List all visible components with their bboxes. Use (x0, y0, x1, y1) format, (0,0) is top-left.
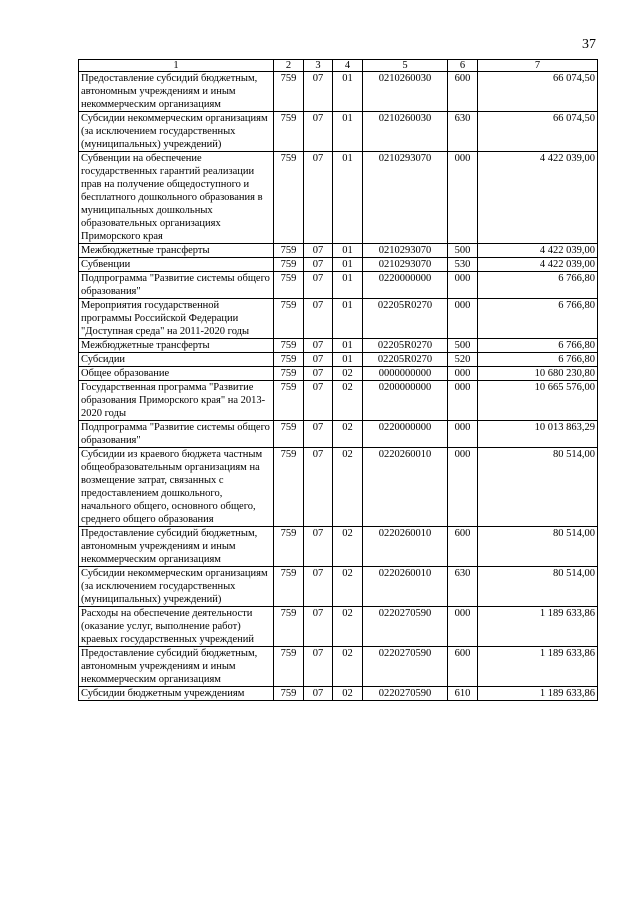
cell-type: 000 (448, 381, 478, 421)
cell-type: 000 (448, 272, 478, 299)
budget-table (78, 59, 598, 701)
cell-target: 02205R0270 (363, 353, 448, 367)
cell-section: 07 (304, 687, 333, 701)
cell-amount: 80 514,00 (478, 527, 598, 567)
cell-subsection: 01 (333, 299, 363, 339)
cell-target: 0000000000 (363, 367, 448, 381)
cell-subsection: 02 (333, 448, 363, 527)
cell-subsection: 01 (333, 272, 363, 299)
cell-target: 0220260010 (363, 527, 448, 567)
cell-type: 000 (448, 448, 478, 527)
cell-target: 0220270590 (363, 607, 448, 647)
cell-code: 759 (274, 299, 304, 339)
cell-type: 530 (448, 258, 478, 272)
cell-target: 0220260010 (363, 448, 448, 527)
cell-name: Субсидии некоммерческим организациям (за исключением государственных (муниципальных) учреждений) (79, 567, 274, 607)
table-row (79, 112, 598, 152)
cell-name: Субсидии (79, 353, 274, 367)
cell-name: Предоставление субсидий бюджетным, автономным учреждениям и иным некоммерческим организациям (79, 647, 274, 687)
cell-subsection: 01 (333, 339, 363, 353)
cell-type: 630 (448, 567, 478, 607)
cell-amount: 10 680 230,80 (478, 367, 598, 381)
cell-name: Государственная программа "Развитие образования Приморского края" на 2013-2020 годы (79, 381, 274, 421)
cell-amount: 4 422 039,00 (478, 258, 598, 272)
cell-name: Субсидии из краевого бюджета частным общеобразовательным организациям на возмещение затрат, связанных с предоставлением дошкольного, начального общего, основного общего, среднего общего образования (79, 448, 274, 527)
cell-subsection: 02 (333, 381, 363, 421)
cell-section: 07 (304, 367, 333, 381)
cell-subsection: 02 (333, 687, 363, 701)
cell-code: 759 (274, 567, 304, 607)
cell-type: 600 (448, 527, 478, 567)
cell-section: 07 (304, 353, 333, 367)
table-row (79, 527, 598, 567)
cell-type: 600 (448, 72, 478, 112)
cell-target: 0220270590 (363, 647, 448, 687)
cell-target: 02205R0270 (363, 299, 448, 339)
cell-subsection: 01 (333, 72, 363, 112)
cell-target: 0210260030 (363, 72, 448, 112)
table-row (79, 687, 598, 701)
cell-subsection: 01 (333, 152, 363, 244)
cell-name: Межбюджетные трансферты (79, 244, 274, 258)
cell-amount: 1 189 633,86 (478, 647, 598, 687)
cell-code: 759 (274, 527, 304, 567)
cell-amount: 4 422 039,00 (478, 244, 598, 258)
cell-code: 759 (274, 381, 304, 421)
table-row (79, 244, 598, 258)
cell-code: 759 (274, 647, 304, 687)
cell-code: 759 (274, 353, 304, 367)
cell-section: 07 (304, 607, 333, 647)
column-header: 6 (448, 60, 478, 72)
table-row (79, 272, 598, 299)
cell-type: 600 (448, 647, 478, 687)
cell-target: 0220000000 (363, 272, 448, 299)
cell-code: 759 (274, 272, 304, 299)
cell-type: 610 (448, 687, 478, 701)
column-header: 7 (478, 60, 598, 72)
cell-code: 759 (274, 421, 304, 448)
cell-subsection: 02 (333, 527, 363, 567)
cell-amount: 6 766,80 (478, 339, 598, 353)
table-row (79, 152, 598, 244)
cell-amount: 1 189 633,86 (478, 687, 598, 701)
cell-code: 759 (274, 367, 304, 381)
cell-code: 759 (274, 448, 304, 527)
cell-amount: 66 074,50 (478, 72, 598, 112)
column-header: 1 (79, 60, 274, 72)
cell-subsection: 01 (333, 258, 363, 272)
cell-target: 0210293070 (363, 244, 448, 258)
cell-section: 07 (304, 527, 333, 567)
page-number: 37 (582, 37, 596, 52)
cell-subsection: 01 (333, 112, 363, 152)
cell-name: Субвенции (79, 258, 274, 272)
cell-target: 0210260030 (363, 112, 448, 152)
cell-amount: 1 189 633,86 (478, 607, 598, 647)
table-row (79, 72, 598, 112)
cell-target: 02205R0270 (363, 339, 448, 353)
cell-section: 07 (304, 381, 333, 421)
cell-section: 07 (304, 72, 333, 112)
cell-section: 07 (304, 421, 333, 448)
cell-section: 07 (304, 152, 333, 244)
cell-type: 000 (448, 367, 478, 381)
column-header: 2 (274, 60, 304, 72)
cell-amount: 80 514,00 (478, 448, 598, 527)
column-header: 3 (304, 60, 333, 72)
cell-section: 07 (304, 258, 333, 272)
cell-target: 0210293070 (363, 258, 448, 272)
cell-type: 000 (448, 421, 478, 448)
cell-code: 759 (274, 258, 304, 272)
cell-type: 500 (448, 339, 478, 353)
cell-subsection: 01 (333, 353, 363, 367)
table-row (79, 258, 598, 272)
cell-section: 07 (304, 299, 333, 339)
cell-target: 0220000000 (363, 421, 448, 448)
cell-type: 630 (448, 112, 478, 152)
column-header: 4 (333, 60, 363, 72)
cell-amount: 6 766,80 (478, 272, 598, 299)
cell-target: 0200000000 (363, 381, 448, 421)
cell-code: 759 (274, 687, 304, 701)
cell-target: 0210293070 (363, 152, 448, 244)
column-header: 5 (363, 60, 448, 72)
table-row (79, 647, 598, 687)
cell-section: 07 (304, 339, 333, 353)
cell-amount: 80 514,00 (478, 567, 598, 607)
table-row (79, 299, 598, 339)
cell-amount: 6 766,80 (478, 299, 598, 339)
table-row (79, 381, 598, 421)
cell-section: 07 (304, 448, 333, 527)
cell-target: 0220270590 (363, 687, 448, 701)
cell-name: Субсидии некоммерческим организациям (за исключением государственных (муниципальных) учреждений) (79, 112, 274, 152)
cell-type: 000 (448, 299, 478, 339)
cell-code: 759 (274, 339, 304, 353)
table-row (79, 448, 598, 527)
cell-code: 759 (274, 112, 304, 152)
cell-name: Мероприятия государственной программы Российской Федерации "Доступная среда" на 2011-2020 годы (79, 299, 274, 339)
cell-section: 07 (304, 112, 333, 152)
table-row (79, 567, 598, 607)
cell-code: 759 (274, 152, 304, 244)
cell-amount: 10 665 576,00 (478, 381, 598, 421)
cell-section: 07 (304, 244, 333, 258)
cell-subsection: 02 (333, 567, 363, 607)
cell-section: 07 (304, 647, 333, 687)
table-row (79, 607, 598, 647)
cell-subsection: 02 (333, 647, 363, 687)
cell-name: Предоставление субсидий бюджетным, автономным учреждениям и иным некоммерческим организациям (79, 72, 274, 112)
cell-target: 0220260010 (363, 567, 448, 607)
cell-name: Субсидии бюджетным учреждениям (79, 687, 274, 701)
cell-subsection: 01 (333, 244, 363, 258)
cell-section: 07 (304, 567, 333, 607)
cell-subsection: 02 (333, 607, 363, 647)
cell-amount: 4 422 039,00 (478, 152, 598, 244)
table-row (79, 353, 598, 367)
table-row (79, 339, 598, 353)
cell-code: 759 (274, 72, 304, 112)
table-header-row (79, 60, 598, 72)
cell-type: 500 (448, 244, 478, 258)
cell-type: 520 (448, 353, 478, 367)
cell-name: Субвенции на обеспечение государственных гарантий реализации прав на получение общедоступного и бесплатного дошкольного образования в муниципальных дошкольных образовательных организациях Приморского края (79, 152, 274, 244)
cell-code: 759 (274, 607, 304, 647)
table-row (79, 421, 598, 448)
cell-section: 07 (304, 272, 333, 299)
cell-type: 000 (448, 607, 478, 647)
cell-type: 000 (448, 152, 478, 244)
cell-name: Подпрограмма "Развитие системы общего образования" (79, 421, 274, 448)
cell-name: Подпрограмма "Развитие системы общего образования" (79, 272, 274, 299)
cell-amount: 6 766,80 (478, 353, 598, 367)
cell-code: 759 (274, 244, 304, 258)
cell-name: Общее образование (79, 367, 274, 381)
cell-subsection: 02 (333, 367, 363, 381)
cell-subsection: 02 (333, 421, 363, 448)
cell-amount: 66 074,50 (478, 112, 598, 152)
cell-name: Расходы на обеспечение деятельности (оказание услуг, выполнение работ) краевых государственных учреждений (79, 607, 274, 647)
table-row (79, 367, 598, 381)
cell-name: Предоставление субсидий бюджетным, автономным учреждениям и иным некоммерческим организациям (79, 527, 274, 567)
cell-amount: 10 013 863,29 (478, 421, 598, 448)
cell-name: Межбюджетные трансферты (79, 339, 274, 353)
